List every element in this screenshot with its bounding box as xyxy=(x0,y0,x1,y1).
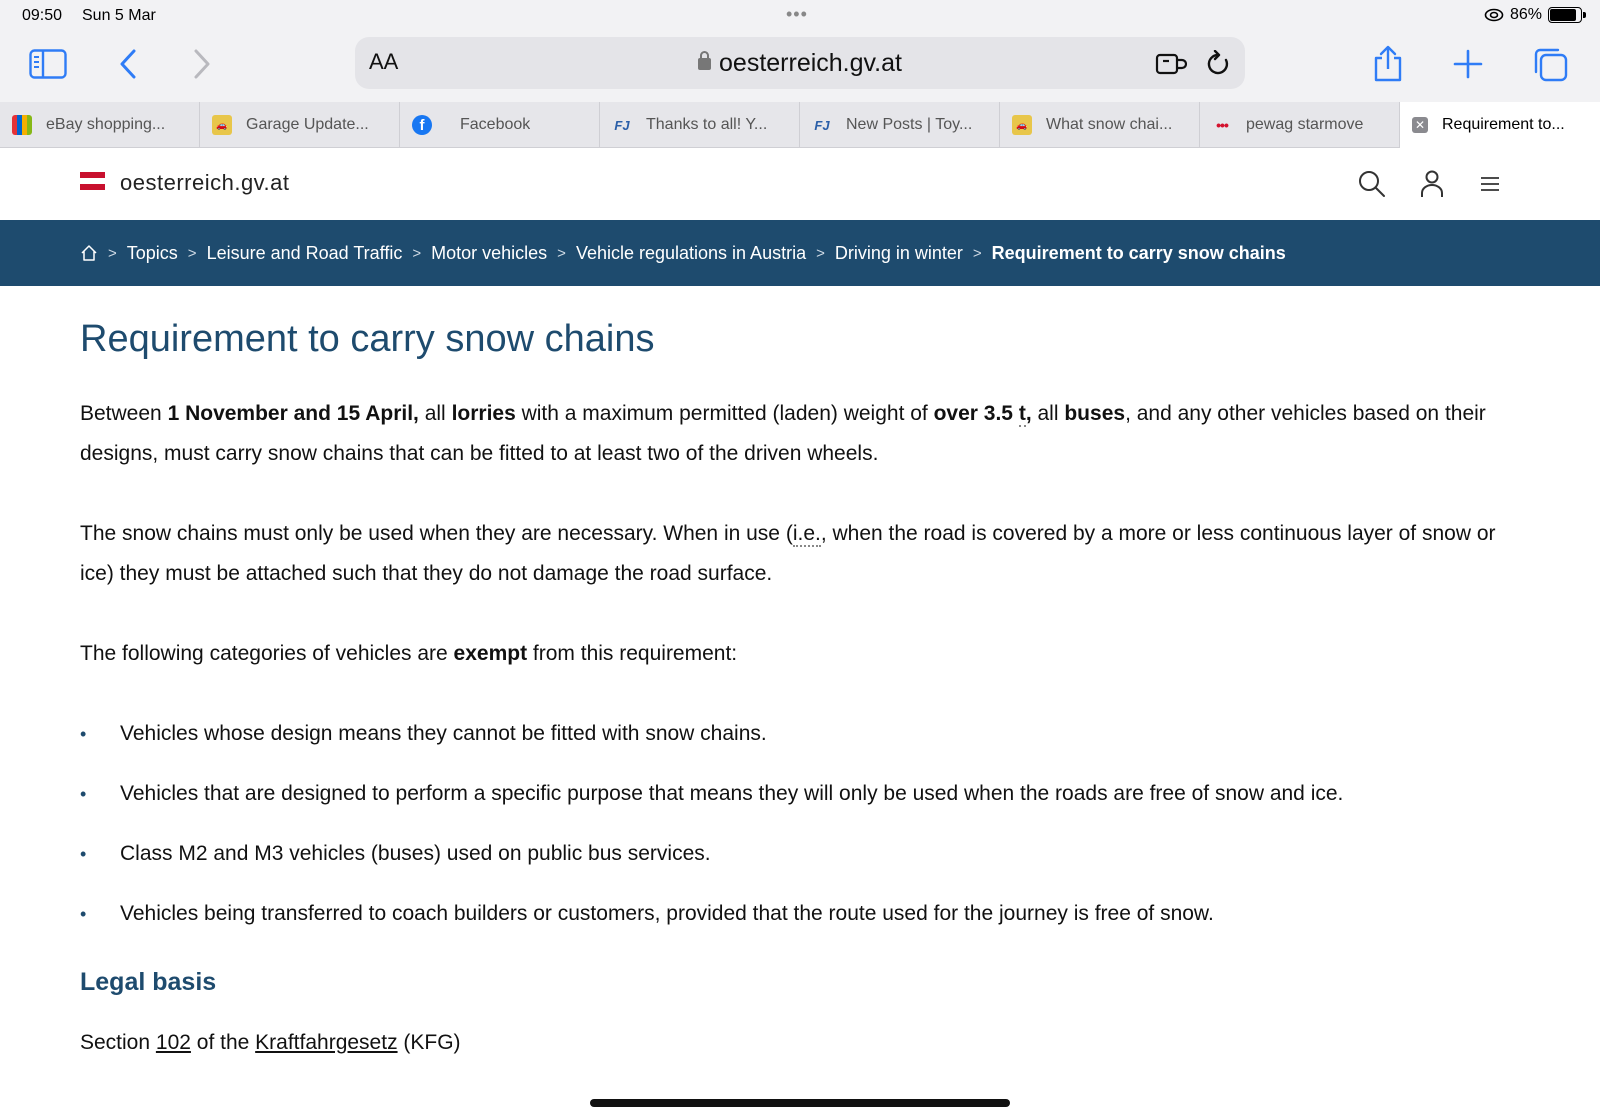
status-bar xyxy=(0,0,1600,32)
legal-basis-text: Section 102 of the Kraftfahrgesetz (KFG) xyxy=(80,1031,461,1054)
tab-thanks-to-all[interactable]: FJ Thanks to all! Y... xyxy=(600,102,800,148)
battery-icon xyxy=(1548,7,1582,23)
breadcrumb-separator-icon: > xyxy=(972,244,982,262)
breadcrumb-current: Requirement to carry snow chains xyxy=(991,242,1286,263)
tab-overview-icon[interactable] xyxy=(1528,44,1572,84)
home-icon[interactable] xyxy=(80,244,98,262)
status-date: Sun 5 Mar xyxy=(82,7,156,24)
section-102-link[interactable]: 102 xyxy=(155,1031,191,1054)
breadcrumb-separator-icon: > xyxy=(187,244,197,262)
bullet-icon: • xyxy=(80,784,87,804)
battery-percent: 86% xyxy=(1509,6,1542,23)
focus-icon xyxy=(1484,8,1504,22)
breadcrumb-motor-vehicles[interactable]: Motor vehicles xyxy=(431,242,548,263)
new-tab-icon[interactable] xyxy=(1446,44,1490,84)
tab-new-posts[interactable]: FJ New Posts | Toy... xyxy=(800,102,1000,148)
main-content xyxy=(80,286,1520,1063)
bullet-icon: • xyxy=(80,904,87,924)
site-name-link[interactable]: oesterreich.gv.at xyxy=(120,170,290,195)
breadcrumb-driving-in-winter[interactable]: Driving in winter xyxy=(834,242,963,263)
paragraph-usage: The snow chains must only be used when they are necessary. When in use (i.e., when the road is covered by a more or less continuous layer of snow or ice) they must be attached such that they do not damage the road surface. xyxy=(80,522,1496,585)
kraftfahrgesetz-link[interactable]: Kraftfahrgesetz xyxy=(255,1031,398,1054)
browser-toolbar xyxy=(0,32,1600,102)
menu-icon[interactable] xyxy=(1474,168,1506,200)
pewag-icon: ••• xyxy=(1216,117,1228,133)
back-icon[interactable] xyxy=(106,44,150,84)
breadcrumb-leisure-road-traffic[interactable]: Leisure and Road Traffic xyxy=(206,242,403,263)
facebook-icon: f xyxy=(412,115,432,135)
austria-flag-logo xyxy=(80,172,105,190)
tab-pewag-starmove[interactable]: ••• pewag starmove xyxy=(1200,102,1400,148)
list-item: • Vehicles being transferred to coach builders or customers, provided that the route used for the journey is free of snow. xyxy=(80,894,1520,934)
forum-icon: FJ xyxy=(614,117,630,133)
reload-icon[interactable] xyxy=(1205,50,1231,78)
page-title: Requirement to carry snow chains xyxy=(80,318,655,360)
breadcrumb-vehicle-regulations[interactable]: Vehicle regulations in Austria xyxy=(575,242,807,263)
tab-garage-update[interactable]: 🚗 Garage Update... xyxy=(200,102,400,148)
tab-ebay[interactable]: eBay shopping... xyxy=(0,102,200,148)
ebay-icon xyxy=(12,115,32,135)
tab-bar xyxy=(0,102,1600,148)
paragraph-exempt-intro: The following categories of vehicles are exempt from this requirement: xyxy=(80,642,738,665)
url-field[interactable] xyxy=(355,49,1245,78)
list-item: • Vehicles that are designed to perform a specific purpose that means they will only be used when the roads are free of snow and ice. xyxy=(80,774,1520,814)
lock-icon xyxy=(698,58,711,70)
forward-icon[interactable] xyxy=(180,44,224,84)
multitasking-dots-icon[interactable]: ••• xyxy=(786,4,808,24)
breadcrumb-separator-icon: > xyxy=(816,244,825,262)
share-icon[interactable] xyxy=(1366,44,1410,84)
bullet-icon: • xyxy=(80,724,87,744)
breadcrumb-separator-icon: > xyxy=(412,244,422,262)
extension-icon[interactable] xyxy=(1155,51,1187,77)
tab-requirement-active[interactable]: ✕ Requirement to... xyxy=(1400,102,1600,148)
status-time: 09:50 xyxy=(22,7,63,24)
car-forum-icon: 🚗 xyxy=(1012,115,1032,135)
close-icon[interactable]: ✕ xyxy=(1412,117,1428,133)
exemption-list xyxy=(80,714,1520,934)
home-indicator[interactable] xyxy=(590,1099,1010,1107)
sidebar-icon[interactable] xyxy=(26,44,70,84)
forum-icon: FJ xyxy=(814,117,830,133)
address-bar[interactable] xyxy=(355,37,1245,89)
breadcrumb-separator-icon: > xyxy=(557,244,566,262)
car-forum-icon: 🚗 xyxy=(212,115,232,135)
breadcrumb xyxy=(0,220,1600,286)
bullet-icon: • xyxy=(80,844,87,864)
tab-what-snow-chains[interactable]: 🚗 What snow chai... xyxy=(1000,102,1200,148)
breadcrumb-topics[interactable]: Topics xyxy=(126,242,178,263)
user-account-icon[interactable] xyxy=(1416,168,1448,200)
paragraph-requirement: Between 1 November and 15 April, all lorries with a maximum permitted (laden) weight of over 3.5 t, all buses, and any other vehicles based on their designs, must carry snow chains that can be fitted to at least two of the driven wheels. xyxy=(80,402,1486,465)
url-text: oesterreich.gv.at xyxy=(719,49,902,77)
list-item: • Vehicles whose design means they cannot be fitted with snow chains. xyxy=(80,714,1520,754)
search-icon[interactable] xyxy=(1356,168,1388,200)
legal-basis-heading: Legal basis xyxy=(80,968,217,996)
tab-facebook[interactable]: f Facebook xyxy=(400,102,600,148)
abbr-tonnes[interactable]: t xyxy=(1018,402,1026,425)
reader-options-button[interactable]: AA xyxy=(369,49,399,74)
site-header xyxy=(0,148,1600,220)
breadcrumb-separator-icon: > xyxy=(108,244,117,262)
list-item: • Class M2 and M3 vehicles (buses) used on public bus services. xyxy=(80,834,1520,874)
abbr-ie[interactable]: i.e. xyxy=(792,522,821,545)
